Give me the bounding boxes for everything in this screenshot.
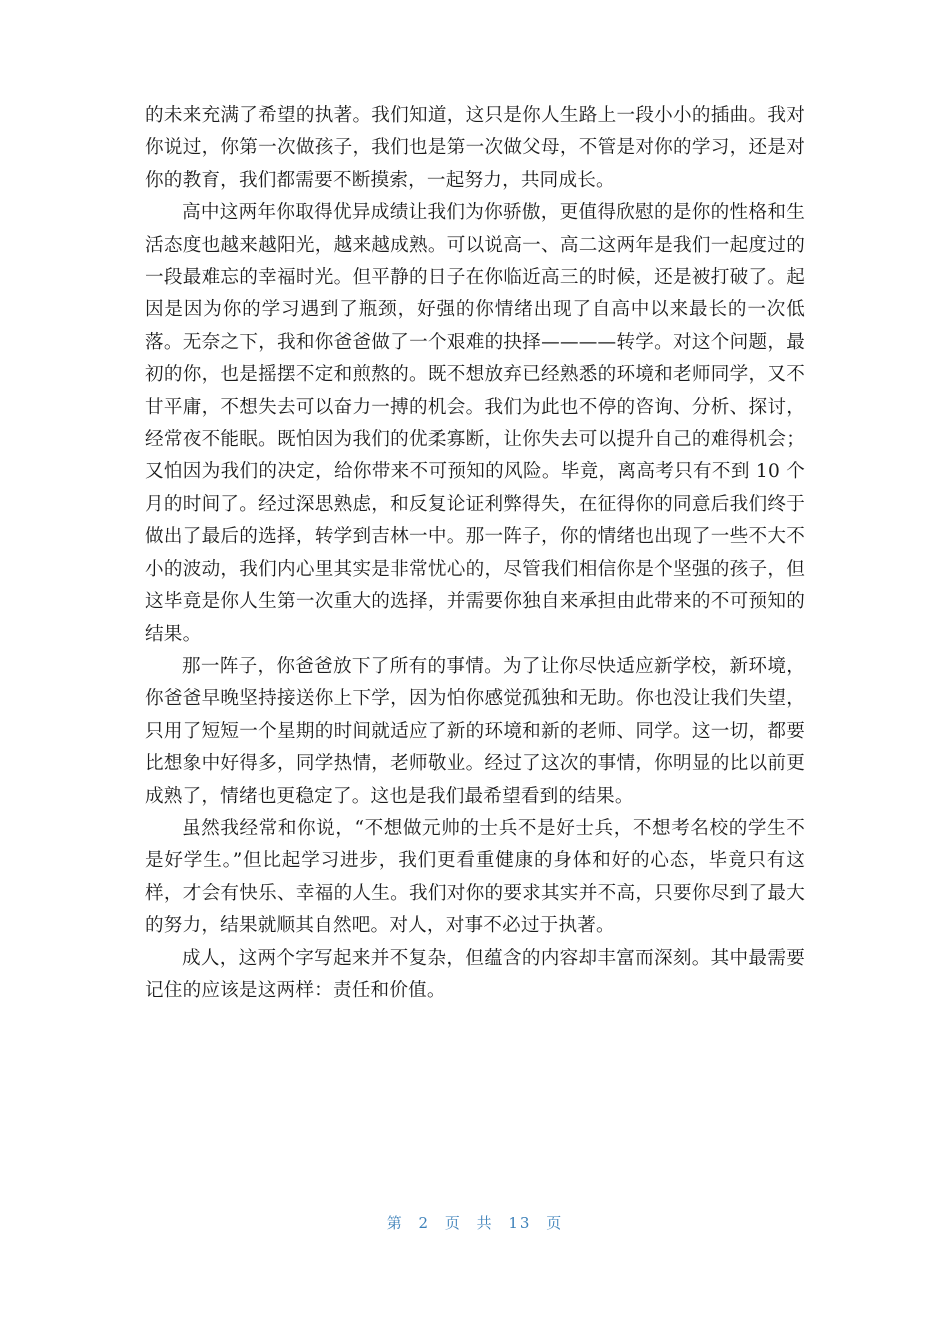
paragraph-3: 那一阵子，你爸爸放下了所有的事情。为了让你尽快适应新学校，新环境，你爸爸早晚坚持接送你上下学，因为怕你感觉孤独和无助。你也没让我们失望，只用了短短一个星期的时间就适应了新的环境和新的老师、同学。这一切，都要比想象中好得多，同学热情，老师敬业。经过了这次的事情，你明显的比以前更成熟了，情绪也更稳定了。这也是我们最希望看到的结果。 [145,655,805,807]
document-body [145,100,805,1007]
paragraph-5: 成人，这两个字写起来并不复杂，但蕴含的内容却丰富而深刻。其中最需要记住的应该是这两样：责任和价值。 [145,947,805,1001]
paragraph-4: 虽然我经常和你说，“不想做元帅的士兵不是好士兵，不想考名校的学生不是好学生。”但比起学习进步，我们更看重健康的身体和好的心态，毕竟只有这样，才会有快乐、幸福的人生。我们对你的要求其实并不高，只要你尽到了最大的努力，结果就顺其自然吧。对人，对事不必过于执著。 [145,817,805,937]
paragraph-2: 高中这两年你取得优异成绩让我们为你骄傲，更值得欣慰的是你的性格和生活态度也越来越阳光，越来越成熟。可以说高一、高二这两年是我们一起度过的一段最难忘的幸福时光。但平静的日子在你临近高三的时候，还是被打破了。起因是因为你的学习遇到了瓶颈，好强的你情绪出现了自高中以来最长的一次低落。无奈之下，我和你爸爸做了一个艰难的抉择————转学。对这个问题，最初的你，也是摇摆不定和煎熬的。既不想放弃已经熟悉的环境和老师同学，又不甘平庸，不想失去可以奋力一搏的机会。我们为此也不停的咨询、分析、探讨，经常夜不能眠。既怕因为我们的优柔寡断，让你失去可以提升自己的难得机会；又怕因为我们的决定，给你带来不可预知的风险。毕竟，离高考只有不到 10 个月的时间了。经过深思熟虑，和反复论证利弊得失，在征得你的同意后我们终于做出了最后的选择，转学到吉林一中。那一阵子，你的情绪也出现了一些不大不小的波动，我们内心里其实是非常忧心的，尽管我们相信你是个坚强的孩子，但这毕竟是你人生第一次重大的选择，并需要你独自来承担由此带来的不可预知的结果。 [145,202,805,645]
page-number-footer: 第 2 页 共 13 页 [386,1214,564,1232]
paragraph-1: 的未来充满了希望的执著。我们知道，这只是你人生路上一段小小的插曲。我对你说过，你第一次做孩子，我们也是第一次做父母，不管是对你的学习，还是对你的教育，我们都需要不断摸索，一起努力，共同成长。 [145,105,805,191]
